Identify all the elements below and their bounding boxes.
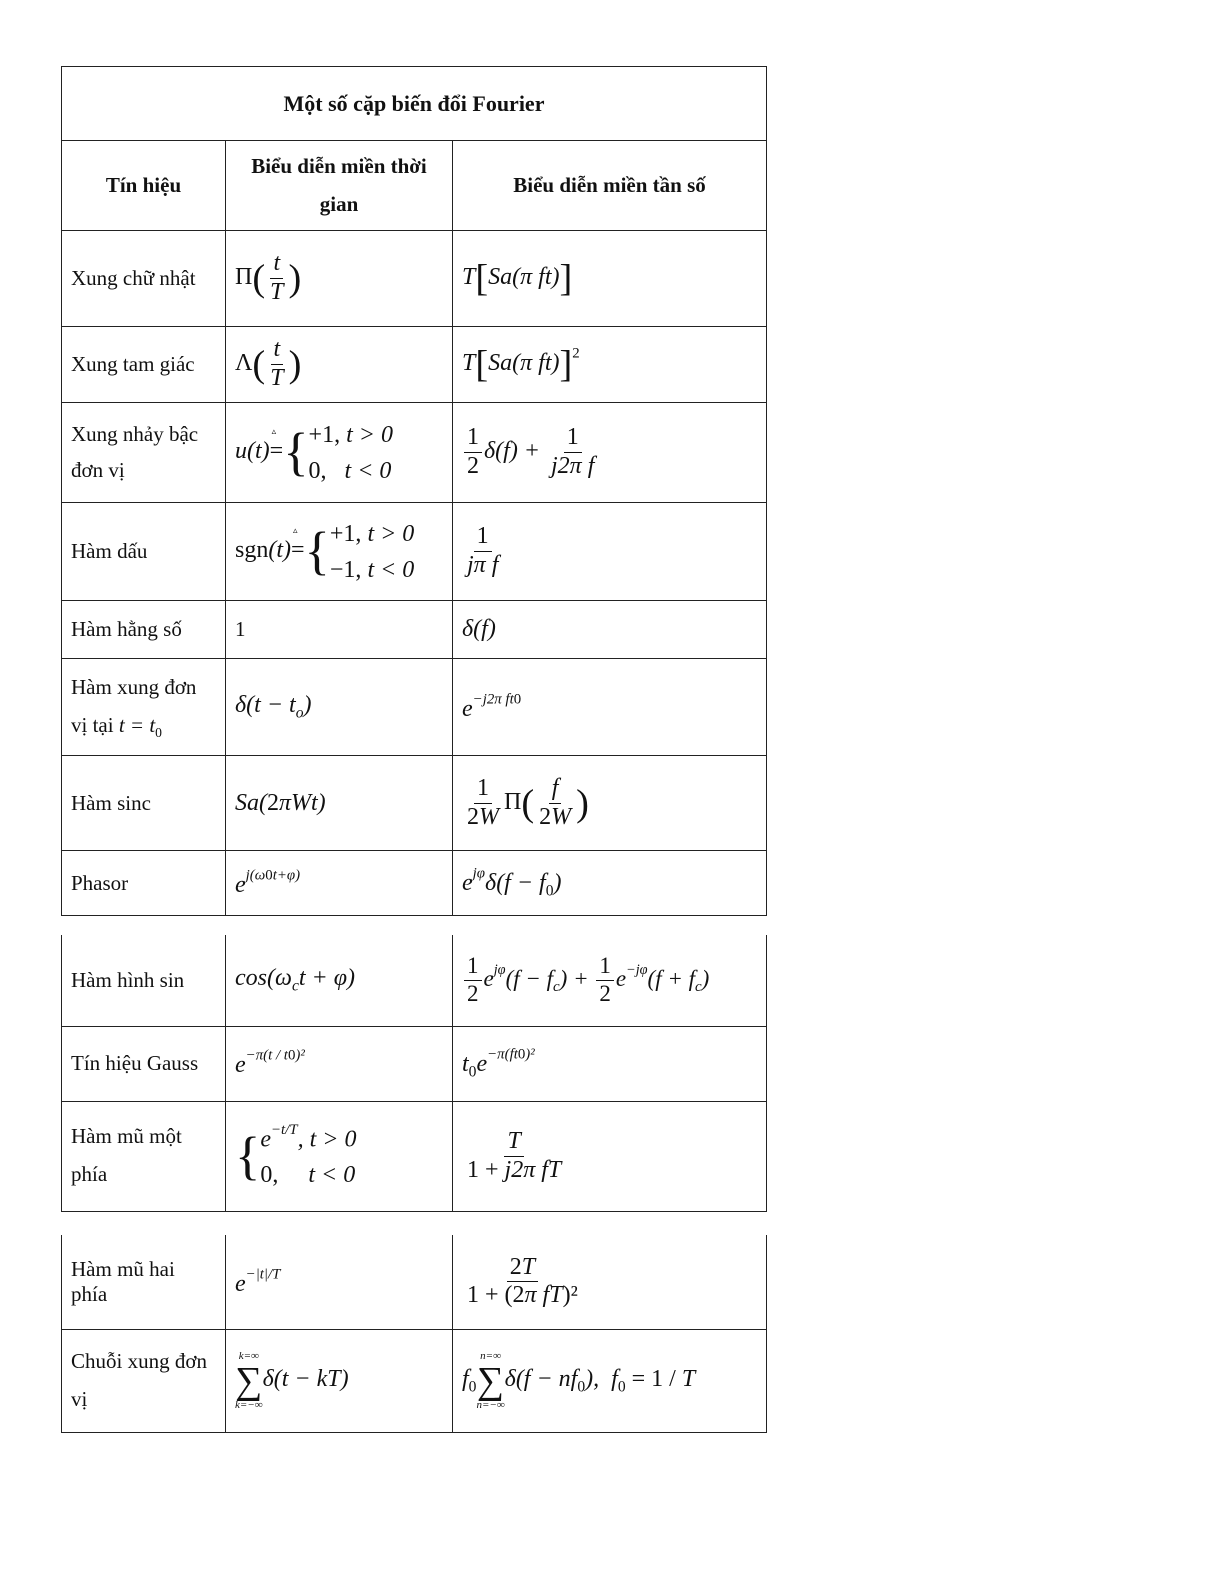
row-name: Hàm hình sin: [62, 935, 226, 1026]
row-name: Hàm xung đơn vị tại $t = t_0$: [62, 659, 226, 756]
time-expr: $\delta(t - t_o)$: [226, 659, 453, 756]
freq-expr: $\frac{1}{\text{jπ f}}$: [453, 503, 767, 601]
freq-expr: T[Sa(π ft)]$^2$: [453, 327, 767, 403]
time-expr: 1: [226, 601, 453, 659]
row-name: Xung tam giác: [62, 327, 226, 403]
time-expr: u(t) ▵ ={ +1, t > 0 0, t < 0: [226, 403, 453, 503]
header-frequency-domain: Biểu diễn miền tần số: [453, 141, 767, 231]
freq-expr: T[Sa(π ft)]: [453, 231, 767, 327]
header-time-domain: Biểu diễn miền thời gian: [226, 141, 453, 231]
freq-expr: $\frac{1}{2W}$ Π( $\frac{f}{2W}$ ): [453, 756, 767, 851]
time-expr: $e^{j(\omega 0t+\varphi)}$: [226, 851, 453, 916]
time-expr: sgn(t) ▵ ={ +1, t > 0 −1, t < 0: [226, 503, 453, 601]
fourier-table-part-1: [61, 66, 767, 916]
time-expr: Sa(2πWt): [226, 756, 453, 851]
freq-expr: $t_0e^{-\pi(ft0)^2}$: [453, 1026, 767, 1101]
freq-expr: $e^{-j2\pi ft0}$: [453, 659, 767, 756]
freq-expr: $\frac{1}{2}$ $e^{j\varphi}(f - f_c)$ + $\frac{1}{2}$ $e^{-j\varphi}(f + f_c)$: [453, 935, 767, 1026]
time-expr: $e^{-\pi(t / t0)^2}$: [226, 1026, 453, 1101]
time-expr: Λ( $\frac{t}{T}$ ): [226, 327, 453, 403]
time-expr: k=∞ ∑ k=−∞ δ(t − kT): [226, 1329, 453, 1432]
row-name: Xung chữ nhật: [62, 231, 226, 327]
row-name: Hàm mũ hai phía: [62, 1235, 226, 1329]
time-expr: $e^{-|t|/T}$: [226, 1235, 453, 1329]
fourier-table-part-2: [61, 935, 767, 1212]
row-name-text: Hàm xung đơn vị tại: [71, 674, 197, 737]
row-name: Hàm hằng số: [62, 601, 226, 659]
freq-expr: $\frac{2T}{\text{1 + (2π fT)²}}$: [453, 1235, 767, 1329]
time-expr: { $e^{-t/T}$, t > 0 0, t < 0: [226, 1101, 453, 1211]
row-name: Chuỗi xung đơn vị: [62, 1329, 226, 1432]
row-name: Phasor: [62, 851, 226, 916]
row-name: Tín hiệu Gauss: [62, 1026, 226, 1101]
freq-expr: $\frac{1}{2}$ δ(f) + $\frac{1}{\text{j2π f}}$: [453, 403, 767, 503]
row-name: Hàm dấu: [62, 503, 226, 601]
fourier-table-part-3: [61, 1235, 767, 1433]
row-name: Xung nhảy bậc đơn vị: [62, 403, 226, 503]
header-signal: Tín hiệu: [62, 141, 226, 231]
row-name: Hàm sinc: [62, 756, 226, 851]
time-expr: $\cos(\omega_ct + \varphi)$: [226, 935, 453, 1026]
row-name: Hàm mũ một phía: [62, 1101, 226, 1211]
freq-expr: $e^{j\varphi}\delta(f - f_0)$: [453, 851, 767, 916]
freq-expr: $\frac{T}{\text{1 + j2π fT}}$: [453, 1101, 767, 1211]
freq-expr: $f_0$ n=∞ ∑ n=−∞ $\delta(f - nf_0)$, $f_0 = 1 / T$: [453, 1329, 767, 1432]
table-title: Một số cặp biến đổi Fourier: [62, 67, 767, 141]
freq-expr: δ(f): [453, 601, 767, 659]
time-expr: Π( $\frac{t}{T}$ ): [226, 231, 453, 327]
